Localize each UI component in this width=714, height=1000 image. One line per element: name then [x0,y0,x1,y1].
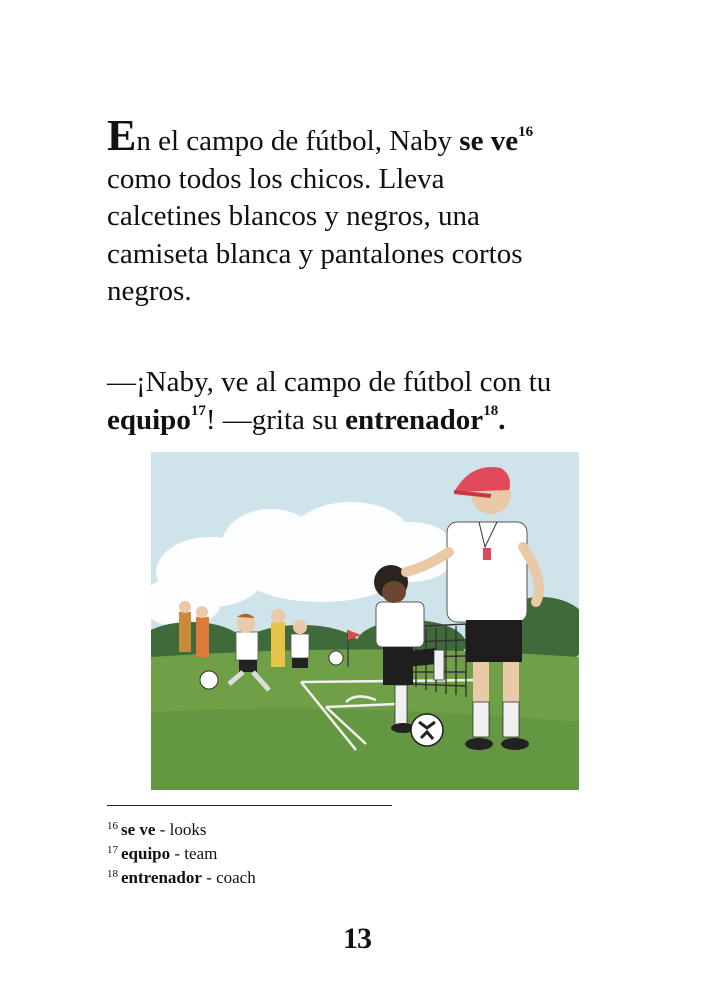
footnote-number: 17 [107,844,118,856]
paragraph-1-text-b: como todos los chicos. Lleva calcetines blancos y negros, una camiseta blanca y pantalones cortos negros. [107,162,523,307]
footnote-18 [107,866,256,890]
vocab-term-entrenador: entrenador [345,403,484,436]
paragraph-2-text-b: ! —grita su [205,403,346,436]
paragraph-1-text-a: n el campo de fútbol, Naby [136,125,460,157]
footnote-ref-16[interactable]: 16 [518,124,534,140]
footnote-definition: - looks [155,820,207,839]
paragraph-2-text-a: —¡Naby, ve al campo de fútbol con tu [107,366,552,398]
vocab-term-se-ve: se ve [459,125,519,157]
vocab-term-equipo: equipo [107,403,191,436]
footnote-ref-18[interactable]: 18 [483,402,499,419]
paragraph-1 [107,111,627,311]
page-number: 13 [343,922,371,955]
footnote-term: entrenador [121,868,202,887]
soccer-field-illustration [151,452,579,790]
footnote-term: equipo [121,844,171,863]
drop-cap: E [107,111,137,160]
footnote-ref-17[interactable]: 17 [190,402,206,419]
footnote-number: 16 [107,820,118,832]
paragraph-2 [107,364,627,439]
paragraph-2-text-c: . [498,403,506,436]
footnote-definition: - team [170,844,218,863]
footnote-term: se ve [121,820,156,839]
footnote-16 [107,818,256,842]
footnote-definition: - coach [201,868,256,887]
footnote-number: 18 [107,868,118,880]
footnote-divider [107,805,392,806]
footnote-17 [107,842,256,866]
footnotes [107,818,256,890]
